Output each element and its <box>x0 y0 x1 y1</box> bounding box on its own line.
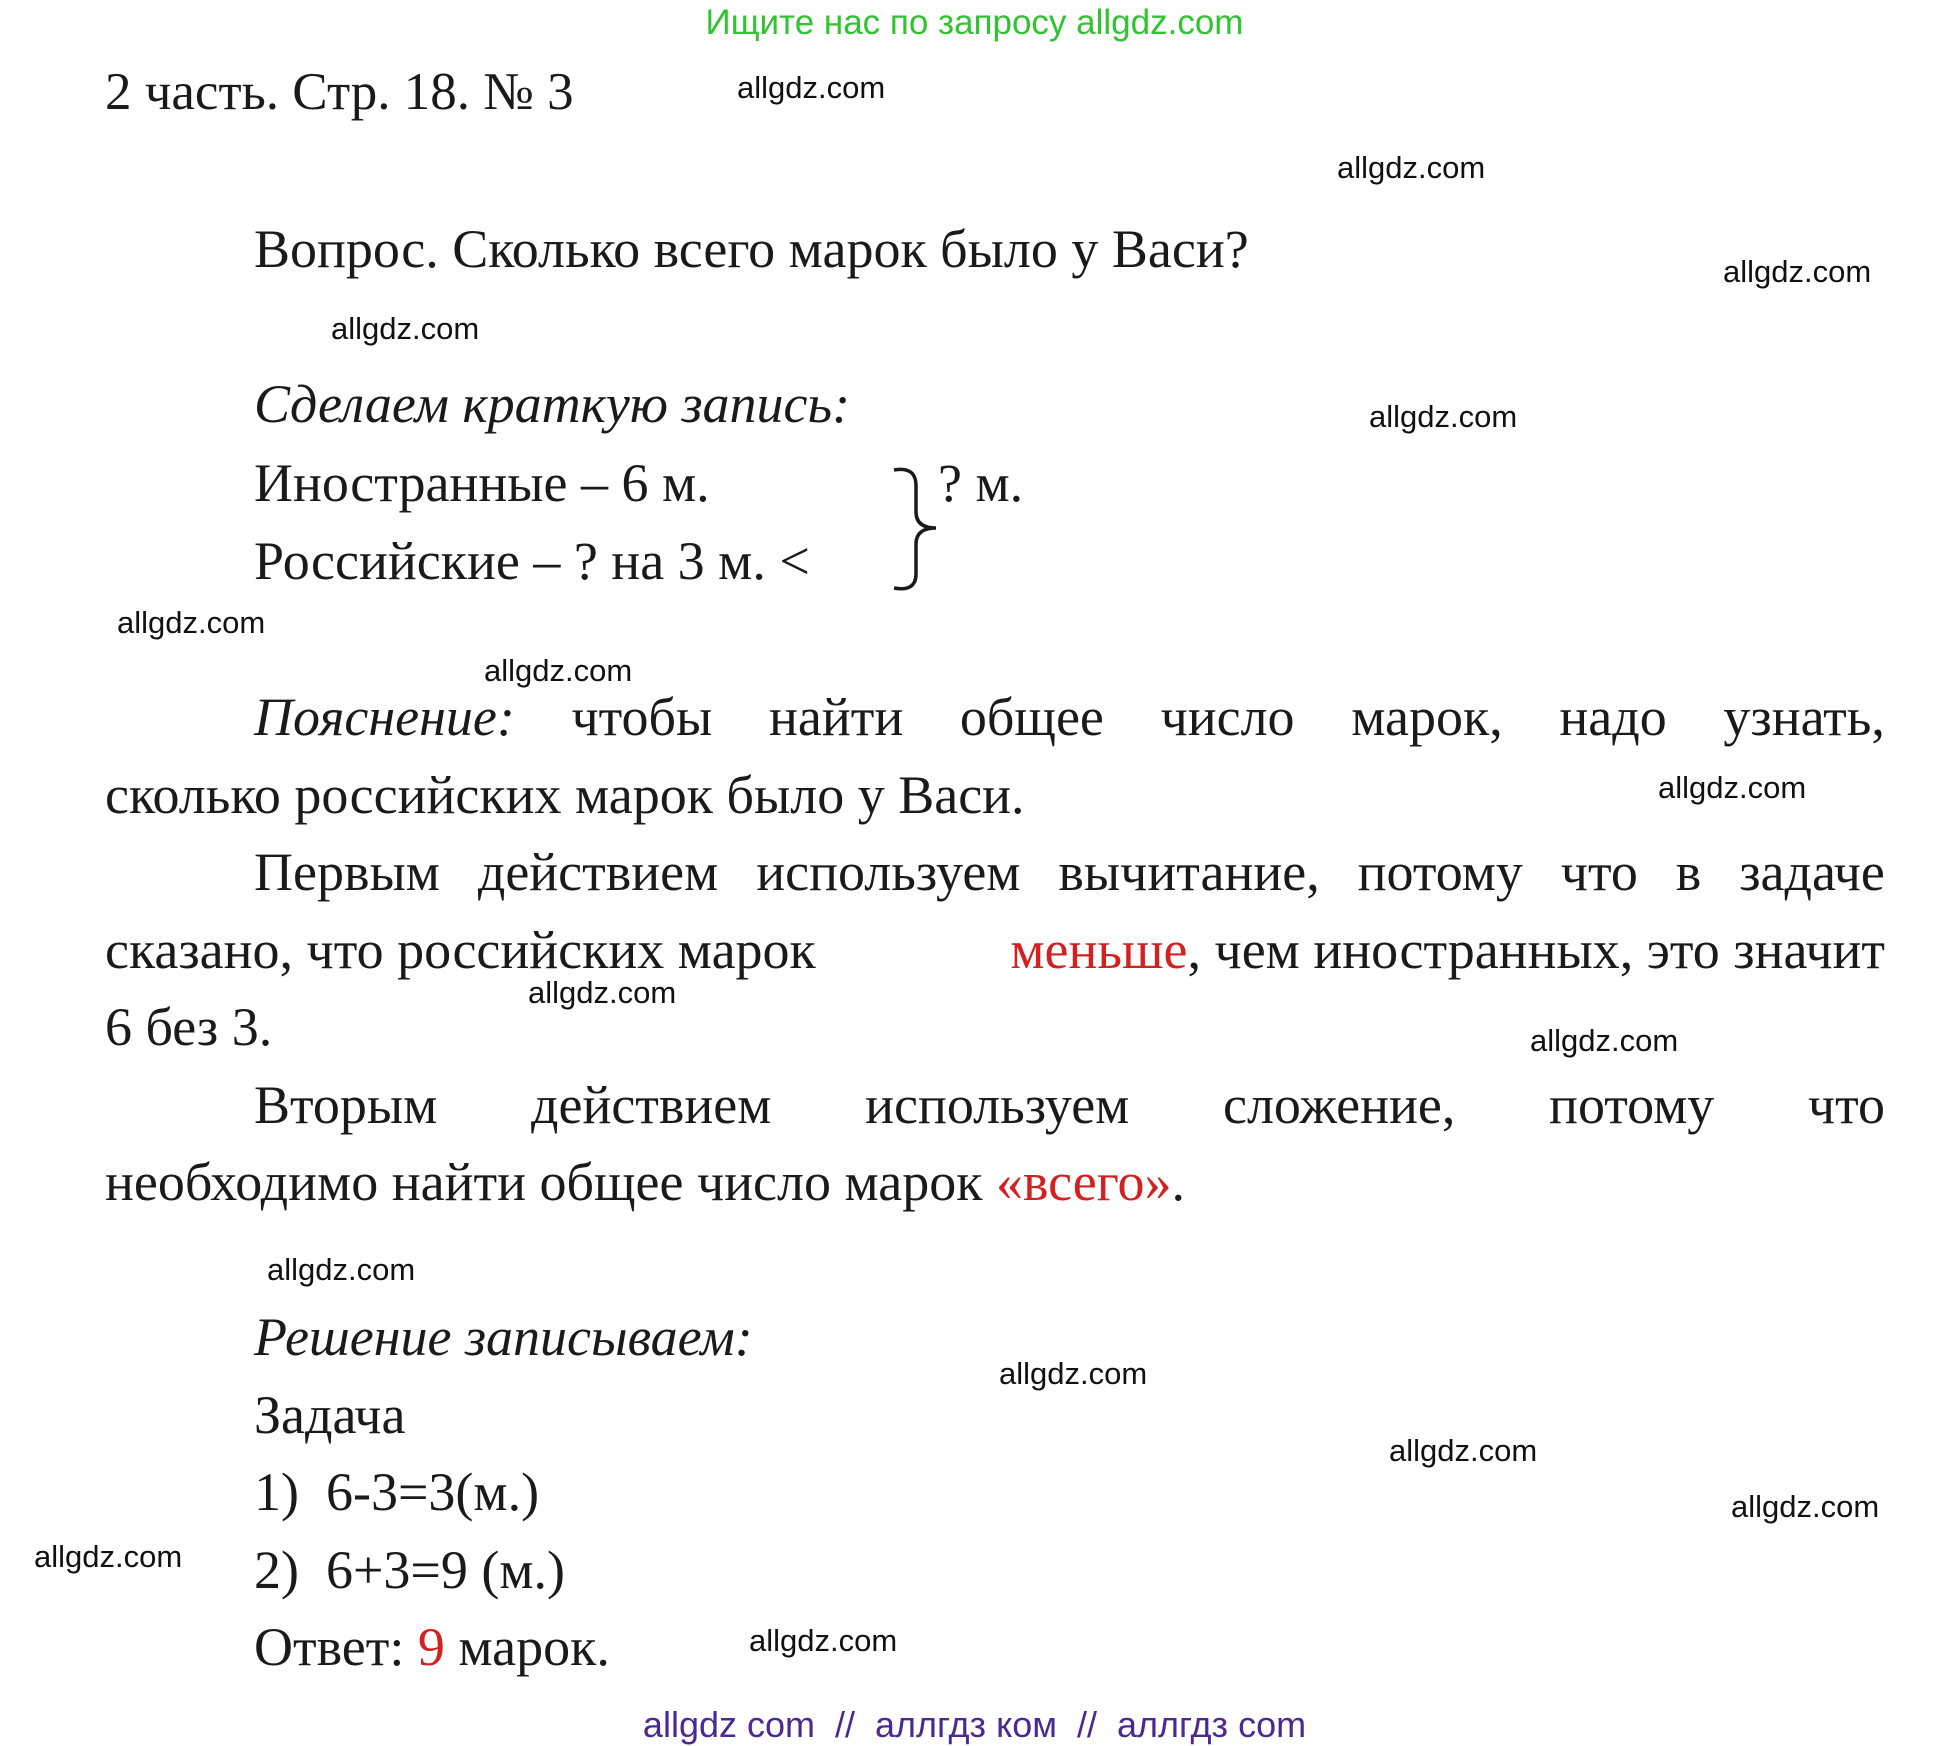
para2-word: потому <box>1549 1075 1715 1135</box>
watermark: allgdz.com <box>117 605 266 640</box>
para1-line-2 <box>105 920 1885 980</box>
answer-value: 9 <box>417 1617 445 1677</box>
watermark: allgdz.com <box>331 311 480 346</box>
explanation-label: Пояснение: <box>254 687 515 747</box>
watermark: allgdz.com <box>34 1539 183 1574</box>
task-label: Задача <box>254 1385 406 1445</box>
para1-line2-suffix: , чем иностранных, это значит <box>1187 920 1885 980</box>
solution-heading: Решение записываем: <box>254 1307 753 1367</box>
watermark: allgdz.com <box>267 1252 416 1287</box>
short-note-row-russian: Российские – ? на 3 м. < <box>254 531 810 591</box>
bottom-site-banner[interactable]: allgdz com // аллгдз ком // аллгдз com <box>642 1704 1307 1745</box>
para1-word: Первым <box>254 842 440 902</box>
watermark: allgdz.com <box>999 1356 1148 1391</box>
watermark: allgdz.com <box>528 975 677 1010</box>
solution-step-1: 1) 6-3=3(м.) <box>254 1462 540 1522</box>
watermark: allgdz.com <box>737 70 886 105</box>
short-note-heading: Сделаем краткую запись: <box>254 374 851 434</box>
top-search-banner[interactable]: Ищите нас по запросу allgdz.com <box>705 3 1244 42</box>
explanation-word: марок, <box>1351 687 1503 747</box>
para2-word: сложение, <box>1223 1075 1456 1135</box>
para2-word: используем <box>865 1075 1130 1135</box>
answer-suffix: марок. <box>444 1617 610 1677</box>
para1-word: действием <box>477 842 719 902</box>
para2-line-2 <box>105 1152 1186 1212</box>
para1-line-3: 6 без 3. <box>105 997 273 1057</box>
watermark: allgdz.com <box>1723 254 1872 289</box>
watermark: allgdz.com <box>1389 1433 1538 1468</box>
explanation-word: общее <box>959 687 1104 747</box>
para1-word: в <box>1675 842 1702 902</box>
explanation-line-2: сколько российских марок было у Васи. <box>105 765 1025 825</box>
answer-line <box>254 1617 610 1677</box>
short-note-total: ? м. <box>938 453 1024 513</box>
solution-step-2: 2) 6+3=9 (м.) <box>254 1540 566 1600</box>
para2-line2-prefix: необходимо найти общее число марок <box>105 1152 996 1212</box>
para1-word: задаче <box>1739 842 1885 902</box>
para2-line-1 <box>254 1075 1885 1135</box>
watermark: allgdz.com <box>1369 399 1518 434</box>
para2-word: действием <box>531 1075 772 1135</box>
para2-word: Вторым <box>254 1075 438 1135</box>
highlight-less: меньше <box>1010 920 1188 980</box>
short-note-row-foreign: Иностранные – 6 м. <box>254 453 710 513</box>
question-text: Вопрос. Сколько всего марок было у Васи? <box>254 219 1249 279</box>
explanation-word: надо <box>1559 687 1667 747</box>
para2-line2-suffix: . <box>1171 1152 1186 1212</box>
watermark: allgdz.com <box>749 1623 898 1658</box>
para1-word: используем <box>756 842 1021 902</box>
watermark: allgdz.com <box>1658 770 1807 805</box>
para1-line-1 <box>254 842 1885 902</box>
watermark: allgdz.com <box>1530 1023 1679 1058</box>
watermark: allgdz.com <box>484 653 633 688</box>
explanation-line-1 <box>254 687 1885 747</box>
explanation-word: узнать, <box>1723 687 1885 747</box>
para1-word: вычитание, <box>1058 842 1320 902</box>
page-header: 2 часть. Стр. 18. № 3 <box>105 63 574 121</box>
para2-word: что <box>1807 1075 1885 1135</box>
highlight-total: «всего» <box>995 1152 1172 1212</box>
explanation-word: число <box>1160 687 1295 747</box>
para1-word: что <box>1560 842 1638 902</box>
explanation-word: найти <box>768 687 904 747</box>
para1-line2-prefix: сказано, что российских марок <box>105 920 816 980</box>
para1-word: потому <box>1357 842 1523 902</box>
watermark: allgdz.com <box>1337 150 1486 185</box>
explanation-word: чтобы <box>571 687 713 747</box>
watermark: allgdz.com <box>1731 1489 1880 1524</box>
answer-prefix: Ответ: <box>254 1617 418 1677</box>
